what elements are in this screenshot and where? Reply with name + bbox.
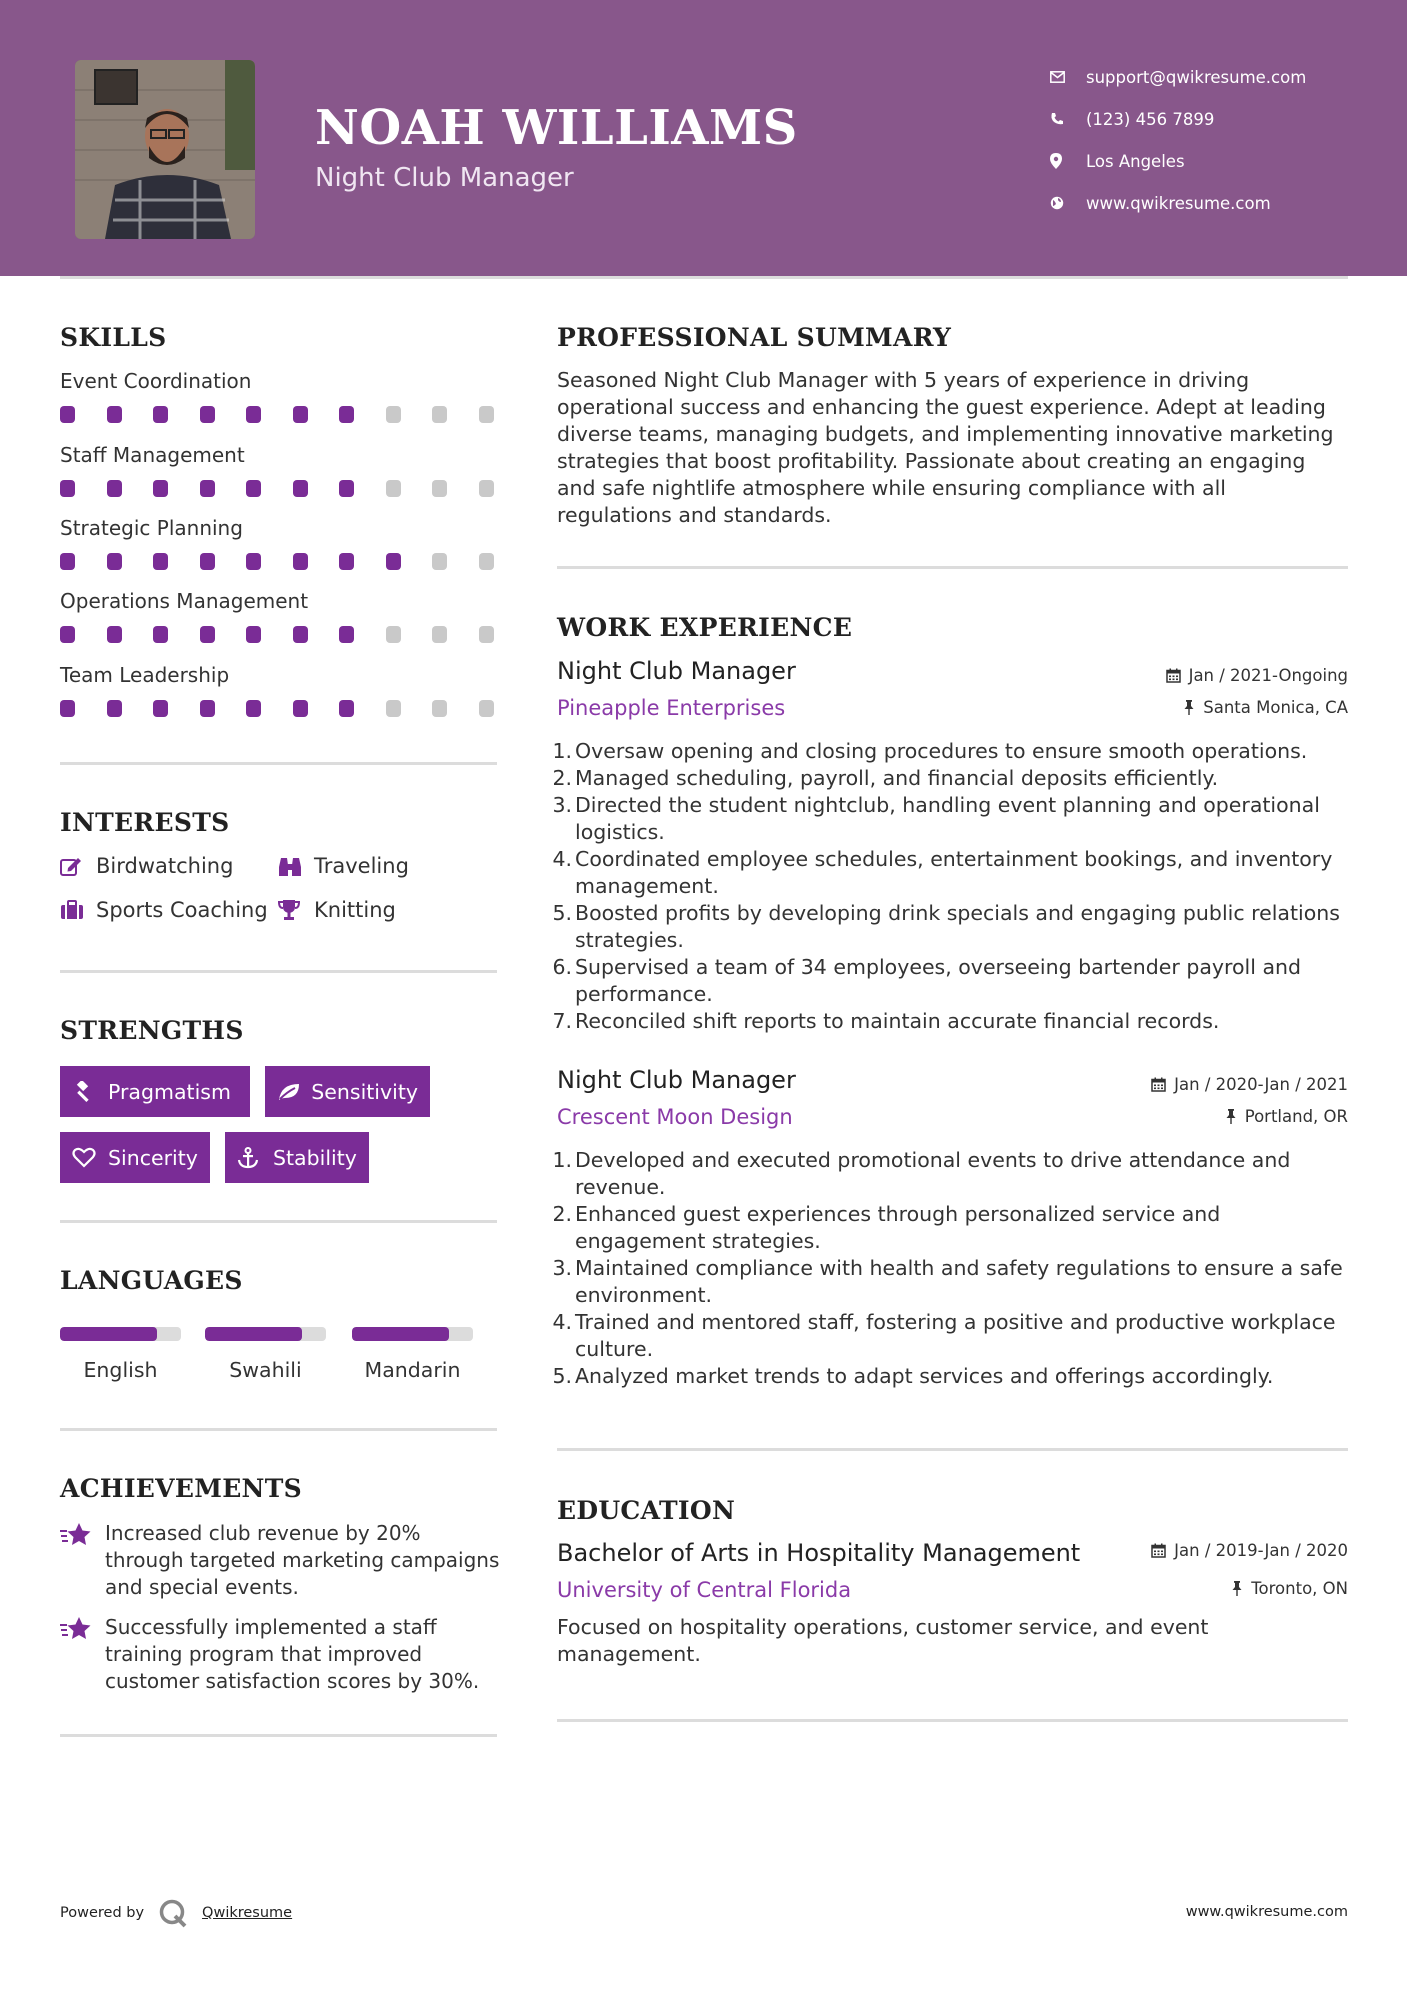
skill-dot [479, 480, 494, 497]
list-item: 5. Boosted profits by developing drink specials and engaging public relations strategies. [552, 901, 1340, 952]
pushpin-icon [1183, 700, 1195, 715]
calendar-icon [1166, 668, 1181, 683]
skill-dot [107, 480, 122, 497]
interest-item: Traveling [278, 854, 409, 878]
list-item: 3. Directed the student nightclub, handling event planning and operational logistics. [552, 793, 1320, 844]
skill-dot [339, 700, 354, 717]
anchor-icon [237, 1147, 273, 1169]
skill-dot [432, 553, 447, 570]
skill-rating [60, 626, 525, 643]
footer-branding [60, 1898, 292, 1928]
resume-header [0, 0, 1407, 276]
qwikresume-logo-icon [158, 1898, 188, 1928]
job-location: Portland, OR [1225, 1107, 1348, 1126]
skill-dot [200, 480, 215, 497]
skill-dot [479, 406, 494, 423]
achievement-item: Increased club revenue by 20% through targeted marketing campaigns and special events. [60, 1520, 500, 1601]
skill-dot [293, 480, 308, 497]
job-location: Santa Monica, CA [1183, 698, 1348, 717]
star-icon [60, 1520, 105, 1601]
edit-icon [60, 856, 96, 876]
contact-website[interactable]: www.qwikresume.com [1050, 182, 1390, 224]
language-label: Swahili [229, 1358, 302, 1382]
skill-dot [153, 626, 168, 643]
skill-dot [293, 626, 308, 643]
job-title: Night Club Manager [557, 1066, 796, 1094]
phone-icon [1050, 112, 1086, 126]
company-name: Crescent Moon Design [557, 1105, 793, 1129]
skill-rating [60, 553, 525, 570]
trophy-icon [278, 899, 314, 921]
strength-badge: Sincerity [60, 1132, 210, 1183]
degree-title: Bachelor of Arts in Hospitality Management [557, 1539, 1081, 1567]
strength-badge: Pragmatism [60, 1066, 250, 1117]
section-divider [60, 970, 497, 973]
skill-dot [386, 553, 401, 570]
language-level-fill [352, 1327, 449, 1341]
skill-dot [246, 626, 261, 643]
briefcase-icon [60, 900, 96, 920]
contact-location: Los Angeles [1050, 140, 1390, 182]
skill-dot [60, 553, 75, 570]
education-description: Focused on hospitality operations, customer service, and event management. [557, 1615, 1209, 1666]
list-item: 7. Reconciled shift reports to maintain accurate financial records. [552, 1009, 1220, 1033]
map-pin-icon [1050, 153, 1086, 169]
skill-label: Event Coordination [60, 369, 252, 393]
heart-icon [72, 1147, 108, 1168]
education-heading: EDUCATION [557, 1496, 736, 1525]
list-item: 4. Trained and mentored staff, fostering a positive and productive workplace culture. [552, 1310, 1336, 1361]
job-responsibilities [550, 1147, 1350, 1390]
skill-dot [479, 553, 494, 570]
interest-item: Birdwatching [60, 854, 233, 878]
skill-dot [246, 406, 261, 423]
skill-dot [107, 406, 122, 423]
profile-photo [75, 60, 255, 239]
job-title: Night Club Manager [557, 657, 796, 685]
skill-dot [153, 700, 168, 717]
section-divider [557, 1448, 1348, 1451]
skill-dot [386, 406, 401, 423]
skill-dot [60, 626, 75, 643]
skill-dot [153, 480, 168, 497]
interest-item: Knitting [278, 898, 396, 922]
skill-dot [339, 480, 354, 497]
envelope-icon [1050, 71, 1086, 83]
powered-by-label: Powered by [60, 1905, 145, 1921]
language-level-fill [60, 1327, 157, 1341]
list-item: 2. Managed scheduling, payroll, and financial deposits efficiently. [552, 766, 1219, 790]
strengths-heading: STRENGTHS [60, 1016, 244, 1045]
pushpin-icon [1225, 1109, 1237, 1124]
education-location: Toronto, ON [1231, 1579, 1348, 1598]
language-level-bar [60, 1327, 181, 1341]
section-divider [557, 1719, 1348, 1722]
globe-icon [1050, 196, 1086, 210]
skill-rating [60, 406, 525, 423]
strength-badge: Sensitivity [265, 1066, 430, 1117]
skill-dot [339, 553, 354, 570]
skill-dot [246, 553, 261, 570]
list-item: 2. Enhanced guest experiences through personalized service and engagement strategies. [552, 1202, 1221, 1253]
candidate-title: Night Club Manager [315, 163, 574, 193]
skill-dot [107, 626, 122, 643]
skill-label: Staff Management [60, 443, 245, 467]
achievement-item: Successfully implemented a staff training program that improved customer satisfaction scores by 30%. [60, 1614, 500, 1695]
candidate-name: NOAH WILLIAMS [315, 100, 798, 156]
strength-badge: Stability [225, 1132, 369, 1183]
skill-dot [432, 626, 447, 643]
contact-list [1050, 56, 1390, 224]
star-icon [60, 1614, 105, 1695]
skill-dot [293, 406, 308, 423]
skills-heading: SKILLS [60, 323, 167, 352]
list-item: 6. Supervised a team of 34 employees, overseeing bartender payroll and performance. [552, 955, 1302, 1006]
skill-dot [293, 700, 308, 717]
skill-dot [432, 406, 447, 423]
skill-dot [293, 553, 308, 570]
job-dates: Jan / 2020-Jan / 2021 [1151, 1075, 1348, 1094]
calendar-icon [1151, 1543, 1166, 1558]
job-dates: Jan / 2021-Ongoing [1166, 666, 1348, 685]
skill-dot [60, 406, 75, 423]
skill-dot [153, 553, 168, 570]
calendar-icon [1151, 1077, 1166, 1092]
skill-dot [60, 700, 75, 717]
skill-dot [386, 626, 401, 643]
skill-dot [432, 700, 447, 717]
pushpin-icon [1231, 1581, 1243, 1596]
skill-label: Operations Management [60, 589, 309, 613]
footer-website[interactable]: www.qwikresume.com [1185, 1904, 1348, 1920]
leaf-icon [277, 1082, 311, 1102]
skill-dot [107, 700, 122, 717]
qwikresume-link[interactable]: Qwikresume [202, 1905, 293, 1921]
skill-dot [479, 626, 494, 643]
language-level-bar [205, 1327, 326, 1341]
job-responsibilities [550, 738, 1350, 1035]
section-divider [60, 1428, 497, 1431]
section-divider [60, 1734, 497, 1737]
company-name: Pineapple Enterprises [557, 696, 786, 720]
skill-dot [200, 553, 215, 570]
language-label: Mandarin [364, 1358, 461, 1382]
list-item: 5. Analyzed market trends to adapt services and offerings accordingly. [552, 1364, 1274, 1388]
skill-dot [200, 700, 215, 717]
binoculars-icon [278, 855, 314, 877]
contact-phone[interactable]: (123) 456 7899 [1050, 98, 1390, 140]
skill-dot [153, 406, 168, 423]
list-item: 1. Developed and executed promotional events to drive attendance and revenue. [552, 1148, 1291, 1199]
summary-text: Seasoned Night Club Manager with 5 years of experience in driving operational success and enhancing the guest experience. Adept at leading diverse teams, managing budgets, and implementing innovative marketing strategies that boost profitability. Passionate about creating an engaging and safe nightlife atmosphere while ensuring compliance with all regulations and standards. [557, 368, 1334, 527]
skill-dot [60, 480, 75, 497]
achievements-heading: ACHIEVEMENTS [60, 1474, 302, 1503]
header-divider [60, 276, 1348, 279]
skill-dot [200, 626, 215, 643]
skill-rating [60, 700, 525, 717]
section-divider [557, 566, 1348, 569]
skill-dot [246, 480, 261, 497]
languages-heading: LANGUAGES [60, 1266, 243, 1295]
interest-item: Sports Coaching [60, 898, 268, 922]
skill-dot [107, 553, 122, 570]
skill-dot [246, 700, 261, 717]
education-dates: Jan / 2019-Jan / 2020 [1151, 1541, 1348, 1560]
skill-dot [386, 700, 401, 717]
skill-rating [60, 480, 525, 497]
skill-dot [432, 480, 447, 497]
list-item: 3. Maintained compliance with health and safety regulations to ensure a safe environment. [552, 1256, 1343, 1307]
experience-heading: WORK EXPERIENCE [557, 613, 853, 642]
language-label: English [83, 1358, 158, 1382]
skill-dot [200, 406, 215, 423]
skill-dot [386, 480, 401, 497]
interests-heading: INTERESTS [60, 808, 230, 837]
skill-dot [339, 626, 354, 643]
skill-label: Team Leadership [60, 663, 230, 687]
school-name: University of Central Florida [557, 1578, 852, 1602]
list-item: 4. Coordinated employee schedules, entertainment bookings, and inventory management. [552, 847, 1333, 898]
section-divider [60, 1220, 497, 1223]
section-divider [60, 762, 497, 765]
list-item: 1. Oversaw opening and closing procedures to ensure smooth operations. [552, 739, 1308, 763]
summary-heading: PROFESSIONAL SUMMARY [557, 323, 952, 352]
contact-email[interactable]: support@qwikresume.com [1050, 56, 1390, 98]
gavel-icon [72, 1081, 108, 1103]
skill-dot [339, 406, 354, 423]
skill-dot [479, 700, 494, 717]
language-level-bar [352, 1327, 473, 1341]
language-level-fill [205, 1327, 302, 1341]
skill-label: Strategic Planning [60, 516, 243, 540]
